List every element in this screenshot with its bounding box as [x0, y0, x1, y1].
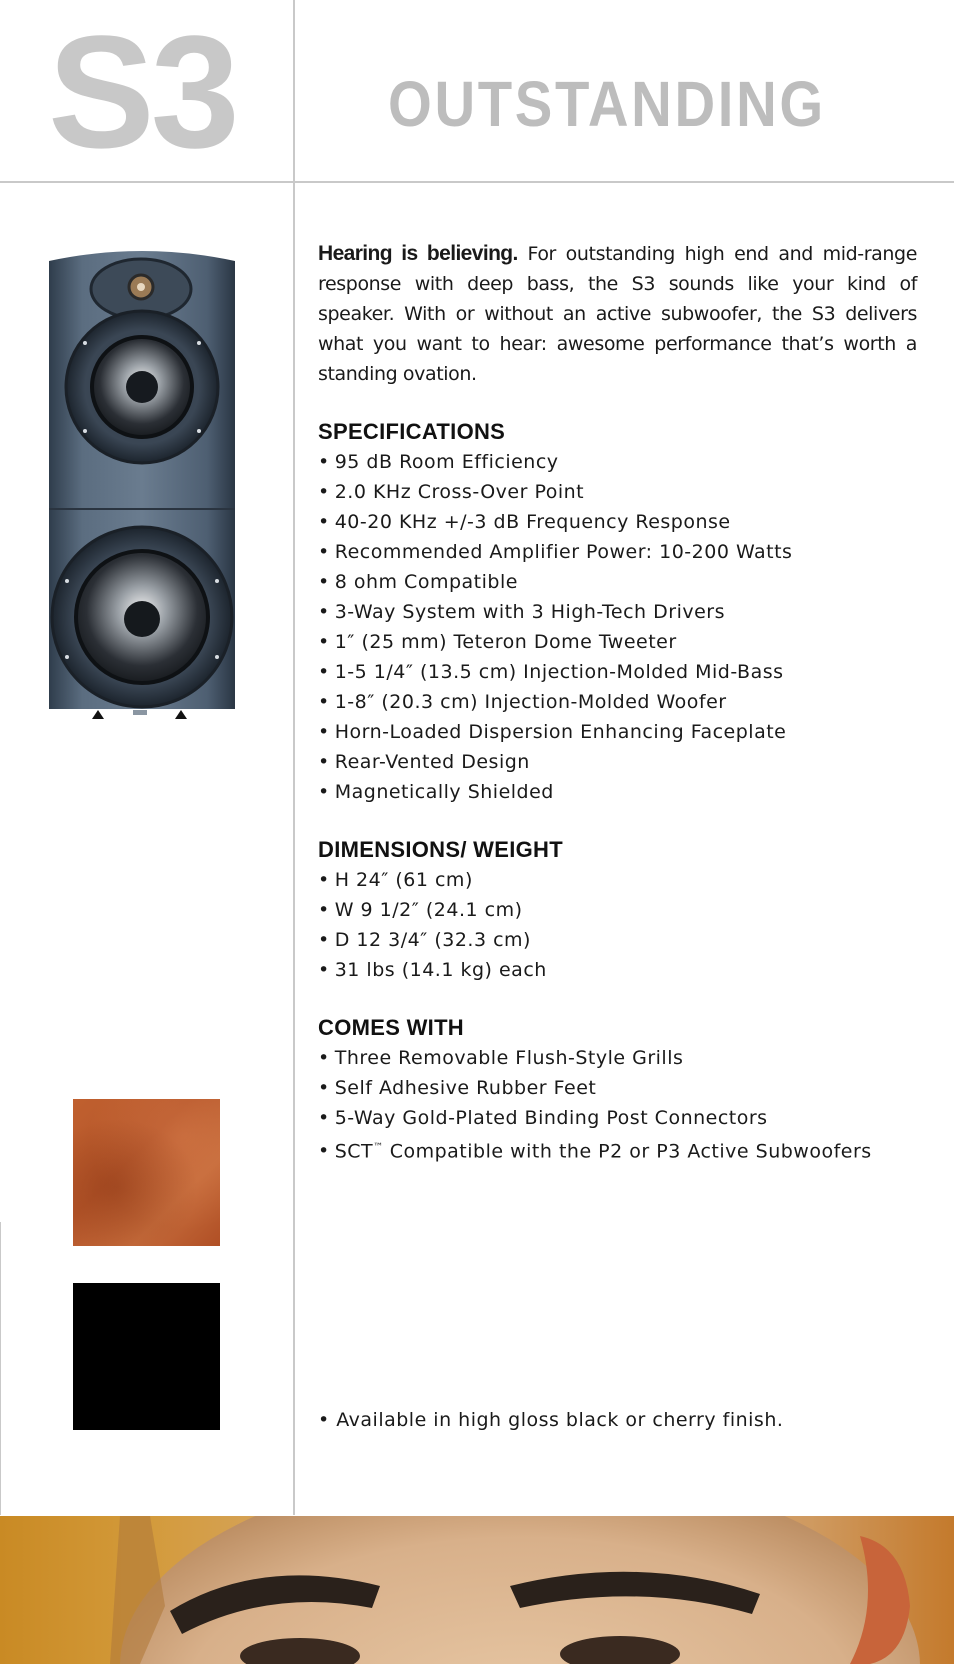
comes-with-list: [318, 1043, 917, 1166]
list-item: • 95 dB Room Efficiency: [318, 451, 559, 473]
horizontal-divider: [0, 181, 954, 183]
speaker-image: [47, 247, 237, 719]
black-finish-swatch: [73, 1283, 220, 1430]
list-item: • Horn-Loaded Dispersion Enhancing Faceplate: [318, 721, 787, 743]
specifications-section: [318, 417, 917, 807]
list-item: • 8 ohm Compatible: [318, 571, 518, 593]
dimensions-section: [318, 835, 917, 985]
list-item: • 2.0 KHz Cross-Over Point: [318, 481, 585, 503]
intro-paragraph: [318, 239, 917, 389]
list-item: • D 12 3/4″ (32.3 cm): [318, 929, 531, 951]
listener-face-photo: [0, 1516, 954, 1664]
availability-note: • Available in high gloss black or cherry finish.: [318, 1409, 784, 1431]
trademark-mark: ™: [373, 1142, 384, 1153]
dimensions-list: [318, 865, 917, 985]
list-item: • 40-20 KHz +/-3 dB Frequency Response: [318, 511, 731, 533]
headline: OUTSTANDING: [388, 68, 826, 140]
model-name: S3: [48, 2, 236, 181]
cherry-finish-swatch: [73, 1099, 220, 1246]
comes-with-heading: COMES WITH: [318, 1015, 464, 1040]
list-item: • Self Adhesive Rubber Feet: [318, 1077, 597, 1099]
vertical-divider: [293, 0, 295, 1515]
list-item: • 3-Way System with 3 High-Tech Drivers: [318, 601, 725, 623]
list-item: • 1″ (25 mm) Teteron Dome Tweeter: [318, 631, 677, 653]
list-item: • Magnetically Shielded: [318, 781, 554, 803]
list-item: • Recommended Amplifier Power: 10-200 Watts: [318, 541, 793, 563]
list-item: • Three Removable Flush-Style Grills: [318, 1047, 684, 1069]
comes-with-section: [318, 1013, 917, 1166]
list-item: • SCT™ Compatible with the P2 or P3 Active Subwoofers: [318, 1140, 872, 1163]
list-item: • 5-Way Gold-Plated Binding Post Connectors: [318, 1107, 768, 1129]
product-details: [318, 239, 917, 1166]
list-item: • W 9 1/2″ (24.1 cm): [318, 899, 523, 921]
dimensions-heading: DIMENSIONS/ WEIGHT: [318, 837, 563, 862]
list-item: • H 24″ (61 cm): [318, 869, 473, 891]
list-item: • Rear-Vented Design: [318, 751, 530, 773]
specifications-list: [318, 447, 917, 807]
specifications-heading: SPECIFICATIONS: [318, 419, 506, 444]
list-item: • 1-8″ (20.3 cm) Injection-Molded Woofer: [318, 691, 727, 713]
list-item: • 1-5 1/4″ (13.5 cm) Injection-Molded Mid-Bass: [318, 661, 784, 683]
list-item: • 31 lbs (14.1 kg) each: [318, 959, 547, 981]
intro-body: For outstanding high end and mid-range response with deep bass, the S3 sounds like your kind of speaker. With or without an active subwoofer, the S3 delivers what you want to hear: awesome performance that’s worth a standing ovation.: [318, 243, 917, 385]
left-edge-rule: [0, 1222, 1, 1515]
intro-lead: Hearing is believing.: [318, 242, 518, 265]
